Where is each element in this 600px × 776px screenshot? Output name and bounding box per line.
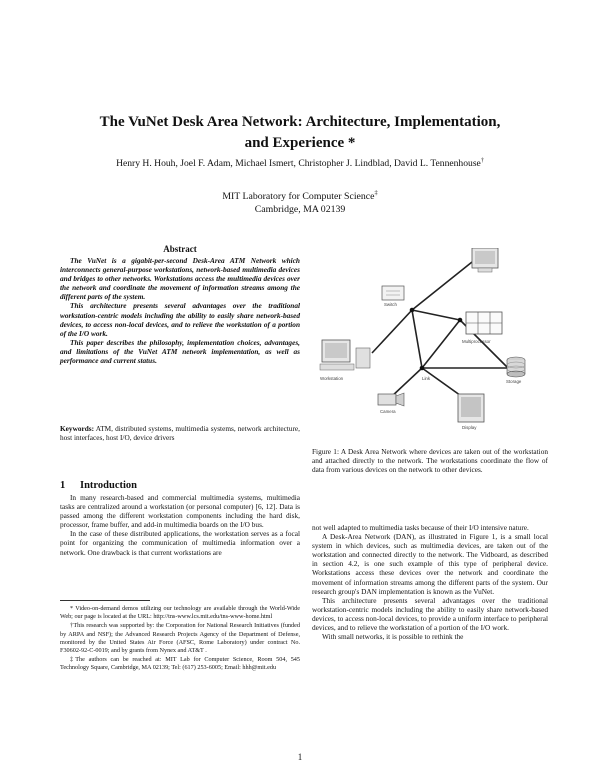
keywords — [60, 424, 300, 442]
footnotes — [60, 600, 300, 674]
workstation-icon — [472, 248, 498, 272]
title-line-2: and Experience * — [244, 135, 356, 151]
affiliation — [150, 190, 450, 216]
switch-icon — [382, 286, 404, 300]
intro-paragraph-2: In the case of these distributed applications, the workstation serves as a focal point for organizing the communication of multimedia information over a network. One drawback is that current workstations are — [60, 529, 300, 557]
authors-text: Henry H. Houh, Joel F. Adam, Michael Ismert, Christopher J. Lindblad, David L. Tennenhouse — [116, 158, 481, 169]
abstract-paragraph-2: This architecture presents several advantages over the traditional workstation-centric models including the ability to easily share network-based devices, to access non-local devices, and to relieve the workstation of a portion of the I/O work. — [60, 301, 300, 338]
network-link — [422, 320, 460, 368]
affiliation-footnote-mark: ‡ — [374, 189, 378, 197]
section-number: 1 — [60, 480, 66, 491]
keywords-text: ATM, distributed systems, multimedia systems, network architecture, host interfaces, host I/O, device drivers — [60, 424, 300, 443]
author-list — [30, 158, 570, 170]
abstract-body — [60, 256, 300, 365]
network-link — [422, 368, 464, 398]
footnote-1: * Video-on-demand demos utilizing our technology are available through the World-Wide Web; our page is located at the URL: http://tns-www.lcs.mit.edu/tns-www-home.html — [60, 605, 300, 621]
display-icon — [458, 394, 484, 422]
title-line-1: The VuNet Desk Area Network: Architecture, Implementation, — [99, 114, 501, 130]
multiprocessor-icon — [466, 312, 502, 334]
camera-icon — [378, 393, 404, 406]
switch-label: Switch — [384, 302, 397, 307]
network-link — [412, 310, 460, 320]
figure-1-caption: Figure 1: A Desk Area Network where devices are taken out of the workstation and attached directly to the network. The workstations coordinate the flow of data from various devices on the network to other devices. — [312, 447, 548, 475]
paper-title — [40, 112, 560, 154]
page-number: 1 — [297, 752, 303, 762]
figure-1 — [312, 248, 548, 434]
right-column-body — [312, 523, 548, 641]
workstation-icon — [320, 340, 370, 370]
network-link — [412, 262, 472, 310]
network-link — [412, 310, 422, 368]
keywords-label: Keywords: — [60, 424, 95, 433]
right-paragraph-1: A Desk-Area Network (DAN), as illustrated in Figure 1, is a small local system in which devices, such as multimedia devices, are taken out of the workstation and connected directly to the network. The Vidboard, as described in section 4.2, is one such example of this type of peripheral device. Workstations access these devices over the network and coordinate the movement of information streams among the different parts of the system. Our research group's DAN implementation is known as the VuNet. — [312, 532, 548, 596]
intro-paragraph-1: In many research-based and commercial multimedia systems, multimedia tasks are centralized around a workstation (or personal computer) [6, 12]. Data is passed among the different workstation components including the hard disk, processor, frame buffer, and add-in multimedia boards on the I/O bus. — [60, 493, 300, 530]
camera-label: Camera — [380, 409, 396, 414]
footnote-rule — [60, 600, 150, 601]
workstation-label: Workstation — [320, 376, 344, 381]
footnote-2: †This research was supported by: the Corporation for National Research Initiatives (funded by ARPA and NSF); the Advanced Research Projects Agency of the Department of Defense, monitored by the United States Air Force (AFSC, Rome Laboratory) under contract No. F30602-92-C-0019; and by grants from Nynex and AT&T . — [60, 622, 300, 655]
multiprocessor-label: Multiprocessor — [462, 339, 491, 344]
network-link — [372, 310, 412, 353]
right-paragraph-2: This architecture presents several advantages over the traditional workstation-centric models including the ability to easily share network-based devices, to access non-local devices, to provide a uniform interface to peripheral devices, and to relieve the workstation of a portion of the I/O work. — [312, 595, 548, 633]
abstract-paragraph-1: The VuNet is a gigabit-per-second Desk-Area ATM Network which interconnects general-purpose workstations, network-based multimedia devices and bridges to other networks. Workstations access the multimedia devices over the network and coordinate the movement of information streams among the different parts of the system. — [60, 256, 300, 302]
section-heading-introduction — [60, 480, 137, 491]
abstract-heading: Abstract — [163, 244, 197, 254]
desk-area-network-diagram — [312, 248, 548, 434]
affiliation-line-1: MIT Laboratory for Computer Science — [222, 191, 375, 202]
link-label: Link — [422, 376, 431, 381]
right-paragraph-continued: not well adapted to multimedia tasks because of their I/O intensive nature. — [312, 523, 529, 532]
footnote-3: ‡The authors can be reached at: MIT Lab for Computer Science, Room 504, 545 Technology Square, Cambridge, MA 02139; Tel: (617) 253-6005; Email: hhh@mit.edu — [60, 656, 300, 672]
section-title: Introduction — [80, 480, 137, 491]
display-label: Display — [462, 425, 477, 430]
switch-node — [420, 366, 425, 371]
abstract-paragraph-3: This paper describes the philosophy, implementation choices, advantages, and limitations of the VuNet ATM network implementation, as well as performance and current status. — [60, 337, 300, 366]
network-link — [390, 368, 422, 398]
switch-node — [410, 308, 415, 313]
storage-icon — [507, 357, 525, 377]
switch-node — [458, 318, 463, 323]
authors-footnote-mark: † — [480, 156, 484, 164]
introduction-body — [60, 493, 300, 557]
storage-label: Storage — [506, 379, 522, 384]
right-paragraph-3: With small networks, it is possible to rethink the — [322, 632, 464, 642]
affiliation-line-2: Cambridge, MA 02139 — [254, 204, 346, 215]
